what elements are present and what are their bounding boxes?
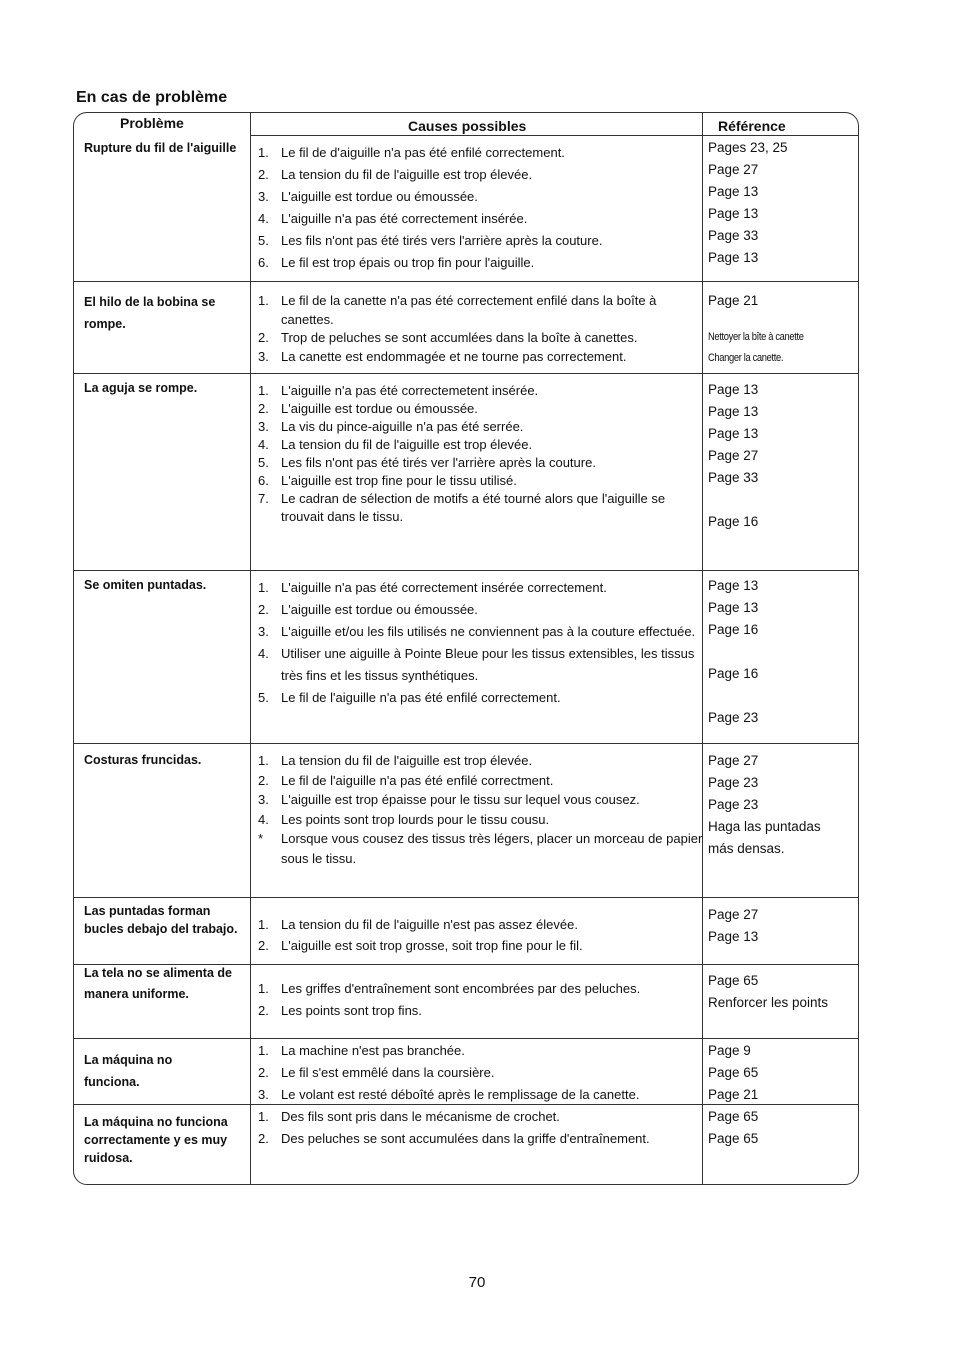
cause-number: 2. [258, 1003, 269, 1018]
cause-item [258, 436, 704, 454]
cause-item [258, 829, 704, 868]
causes-cell [258, 142, 704, 274]
cause-item [258, 186, 704, 208]
reference-item: Page 33 [708, 470, 759, 485]
cause-number: 6. [258, 255, 269, 270]
cause-text: L'aiguille est tordue ou émoussée. [281, 189, 478, 204]
cause-number: 1. [258, 1043, 269, 1058]
reference-cell [708, 137, 856, 269]
cause-number: 3. [258, 348, 269, 364]
row-divider [74, 281, 858, 282]
cause-text: Le cadran de sélection de motifs a été tourné alors que l'aiguille se trouvait dans le tissu. [281, 491, 666, 524]
problem-cell: Rupture du fil de l'aiguille [84, 141, 237, 155]
cause-number: 1. [258, 580, 269, 595]
troubleshooting-table [73, 112, 859, 1185]
cause-number: 2. [258, 772, 269, 788]
cause-text: Les fils n'ont pas été tirés vers l'arrière après la couture. [281, 233, 603, 248]
reference-item: Page 13 [708, 404, 759, 419]
cause-number: 3. [258, 624, 269, 639]
causes-cell [258, 1040, 704, 1106]
cause-text: L'aiguille est soit trop grosse, soit trop fine pour le fil. [281, 938, 583, 953]
cause-text: Des fils sont pris dans le mécanisme de crochet. [281, 1109, 560, 1124]
cause-text: Des peluches se sont accumulées dans la griffe d'entraînement. [281, 1131, 650, 1146]
reference-item: Page 13 [708, 382, 759, 397]
cause-text: L'aiguille n'a pas été correctement insérée. [281, 211, 528, 226]
cause-item [258, 454, 704, 472]
cause-number: 2. [258, 330, 269, 345]
problem-cell: Se omiten puntadas. [84, 578, 207, 592]
header-causes: Causes possibles [408, 118, 527, 134]
reference-item: Nettoyer la bîte à canette [708, 331, 804, 343]
cause-item [258, 1084, 704, 1106]
cause-number: * [258, 831, 264, 846]
cause-item [258, 914, 704, 935]
reference-item: más densas. [708, 841, 785, 856]
cause-number: 1. [258, 917, 269, 932]
reference-item: Page 65 [708, 973, 759, 988]
cause-number: 2. [258, 1065, 269, 1080]
cause-text: Les points sont trop lourds pour le tissu cousu. [281, 811, 550, 827]
cause-item [258, 490, 704, 526]
cause-text: Utiliser une aiguille à Pointe Bleue pour les tissus extensibles, les tissus très fins et les tissus synthétiques. [281, 646, 695, 683]
cause-number: 4. [258, 211, 269, 226]
reference-cell [708, 750, 856, 860]
reference-item: Page 33 [708, 228, 759, 243]
cause-number: 3. [258, 792, 269, 807]
cause-text: L'aiguille et/ou les fils utilisés ne conviennent pas à la couture effectuée. [281, 624, 696, 639]
reference-item: Page 13 [708, 184, 759, 199]
cause-text: La machine n'est pas branchée. [281, 1043, 465, 1058]
reference-cell [708, 575, 856, 729]
cause-number: 1. [258, 145, 269, 160]
cause-item [258, 1106, 704, 1128]
causes-cell [258, 292, 704, 366]
row-divider [74, 373, 858, 374]
cause-item [258, 382, 704, 400]
cause-number: 1. [258, 293, 269, 308]
cause-number: 3. [258, 419, 269, 434]
causes-cell [258, 382, 704, 526]
cause-text: Lorsque vous cousez des tissus très légers, placer un morceau de papier sous le tissu. [281, 831, 703, 866]
cause-item [258, 621, 704, 643]
reference-item: Page 13 [708, 929, 759, 944]
reference-cell [708, 970, 856, 1014]
cause-item [258, 577, 704, 599]
cause-number: 2. [258, 1131, 269, 1146]
reference-item: Page 23 [708, 775, 759, 790]
cause-item [258, 208, 704, 230]
cause-item [258, 687, 704, 709]
cause-item [258, 978, 704, 1000]
cause-item [258, 771, 704, 791]
reference-cell [708, 1040, 856, 1106]
reference-item: Page 27 [708, 907, 759, 922]
cause-text: L'aiguille est tordue ou émoussée. [281, 401, 478, 416]
cause-text: Trop de peluches se sont accumlées dans la boîte à canettes. [281, 330, 638, 345]
reference-item: Page 9 [708, 1043, 751, 1058]
reference-item: Page 13 [708, 206, 759, 221]
reference-item: Page 27 [708, 753, 759, 768]
cause-item [258, 418, 704, 436]
cause-text: Le fil est trop épais ou trop fin pour l'aiguille. [281, 255, 535, 270]
cause-number: 2. [258, 602, 269, 617]
cause-item [258, 1040, 704, 1062]
cause-text: La tension du fil de l'aiguille n'est pas assez élevée. [281, 917, 578, 932]
row-divider [74, 570, 858, 571]
problem-cell: La aguja se rompe. [84, 381, 198, 395]
cause-number: 2. [258, 401, 269, 416]
cause-item [258, 1062, 704, 1084]
reference-item: Page 21 [708, 293, 759, 308]
cause-text: La vis du pince-aiguille n'a pas été serrée. [281, 419, 524, 434]
cause-number: 2. [258, 167, 269, 182]
cause-text: La canette est endommagée et ne tourne pas correctement. [281, 348, 627, 364]
cause-text: Le volant est resté déboîté après le remplissage de la canette. [281, 1087, 640, 1102]
column-divider [250, 113, 251, 1184]
cause-item [258, 142, 704, 164]
cause-item [258, 599, 704, 621]
cause-item [258, 329, 704, 348]
causes-cell [258, 978, 704, 1022]
cause-text: Le fil de la canette n'a pas été correctement enfilé dans la boîte à canettes. [281, 293, 657, 327]
reference-item: Page 16 [708, 622, 759, 637]
cause-text: La tension du fil de l'aiguille est trop élevée. [281, 753, 533, 768]
cause-text: Les points sont trop fins. [281, 1003, 422, 1018]
cause-text: Le fil de l'aiguille n'a pas été enfilé correctement. [281, 690, 561, 705]
cause-item [258, 810, 704, 830]
reference-item: Renforcer les points [708, 995, 829, 1010]
cause-item [258, 252, 704, 274]
cause-item [258, 230, 704, 252]
causes-cell [258, 577, 704, 709]
cause-number: 5. [258, 233, 269, 248]
cause-number: 4. [258, 437, 269, 452]
reference-item: Changer la canette. [708, 352, 784, 364]
cause-number: 1. [258, 1109, 269, 1124]
row-divider [74, 897, 858, 898]
cause-text: L'aiguille n'a pas été correctemetent insérée. [281, 383, 539, 398]
problem-cell: La máquina no funciona correctamente y es muy ruidosa. [84, 1115, 228, 1165]
cause-text: Les fils n'ont pas été tirés ver l'arrière après la couture. [281, 455, 596, 470]
reference-item: Page 16 [708, 514, 759, 529]
cause-item [258, 1000, 704, 1022]
cause-text: La tension du fil de l'aiguille est trop élevée. [281, 437, 533, 452]
cause-item [258, 472, 704, 490]
problem-cell: La tela no se alimenta de manera uniforme. [84, 966, 232, 1001]
reference-item: Pages 23, 25 [708, 140, 788, 155]
reference-cell [708, 379, 856, 533]
page-number: 70 [468, 1274, 486, 1291]
row-divider [74, 743, 858, 744]
cause-number: 4. [258, 646, 269, 661]
reference-cell [708, 1106, 856, 1150]
cause-number: 1. [258, 383, 269, 398]
reference-item: Haga las puntadas [708, 819, 821, 834]
cause-number: 7. [258, 491, 269, 506]
reference-item: Page 27 [708, 448, 759, 463]
reference-item: Page 13 [708, 600, 759, 615]
reference-item: Page 65 [708, 1065, 759, 1080]
cause-number: 5. [258, 455, 269, 470]
causes-cell [258, 1106, 704, 1150]
cause-item [258, 164, 704, 186]
cause-item [258, 751, 704, 771]
problem-cell: Costuras fruncidas. [84, 753, 202, 767]
cause-number: 5. [258, 690, 269, 705]
cause-text: Les griffes d'entraînement sont encombrées par des peluches. [281, 981, 641, 996]
cause-number: 1. [258, 981, 269, 996]
cause-number: 6. [258, 473, 269, 488]
problem-cell: El hilo de la bobina se rompe. [84, 295, 216, 331]
reference-item: Page 13 [708, 250, 759, 265]
reference-item: Page 23 [708, 710, 759, 725]
cause-text: L'aiguille est tordue ou émoussée. [281, 602, 478, 617]
reference-item: Page 23 [708, 797, 759, 812]
cause-number: 4. [258, 811, 269, 827]
reference-item: Page 13 [708, 578, 759, 593]
cause-item [258, 400, 704, 418]
cause-text: Le fil de l'aiguille n'a pas été enfilé correctment. [281, 772, 554, 788]
problem-cell: La máquina no funciona. [84, 1053, 173, 1089]
reference-item: Page 65 [708, 1131, 759, 1146]
reference-item: Page 16 [708, 666, 759, 681]
cause-number: 1. [258, 753, 269, 768]
reference-item: Page 21 [708, 1087, 759, 1102]
cause-item [258, 348, 704, 367]
reference-item: Page 65 [708, 1109, 759, 1124]
cause-text: Le fil s'est emmêlé dans la coursière. [281, 1065, 495, 1080]
cause-item [258, 790, 704, 810]
section-title: En cas de problème [76, 89, 228, 106]
reference-item: Page 27 [708, 162, 759, 177]
header-divider [250, 135, 858, 136]
cause-item [258, 292, 704, 329]
cause-text: Le fil de d'aiguille n'a pas été enfilé correctement. [281, 145, 565, 160]
header-problem: Problème [120, 115, 184, 131]
reference-item: Page 13 [708, 426, 759, 441]
reference-cell [708, 291, 856, 369]
cause-number: 3. [258, 189, 269, 204]
cause-text: L'aiguille est trop fine pour le tissu utilisé. [281, 473, 517, 488]
cause-item [258, 643, 704, 687]
causes-cell [258, 914, 704, 956]
cause-number: 3. [258, 1087, 269, 1102]
cause-number: 2. [258, 938, 269, 953]
header-reference: Référence [718, 118, 786, 134]
causes-cell [258, 751, 704, 868]
cause-item [258, 1128, 704, 1150]
problem-cell: Las puntadas forman bucles debajo del trabajo. [84, 904, 238, 936]
cause-text: La tension du fil de l'aiguille est trop élevée. [281, 167, 533, 182]
cause-text: L'aiguille n'a pas été correctement insérée correctement. [281, 580, 607, 595]
cause-text: L'aiguille est trop épaisse pour le tissu sur lequel vous cousez. [281, 792, 640, 807]
cause-item [258, 935, 704, 956]
reference-cell [708, 904, 856, 948]
row-divider [74, 1038, 858, 1039]
